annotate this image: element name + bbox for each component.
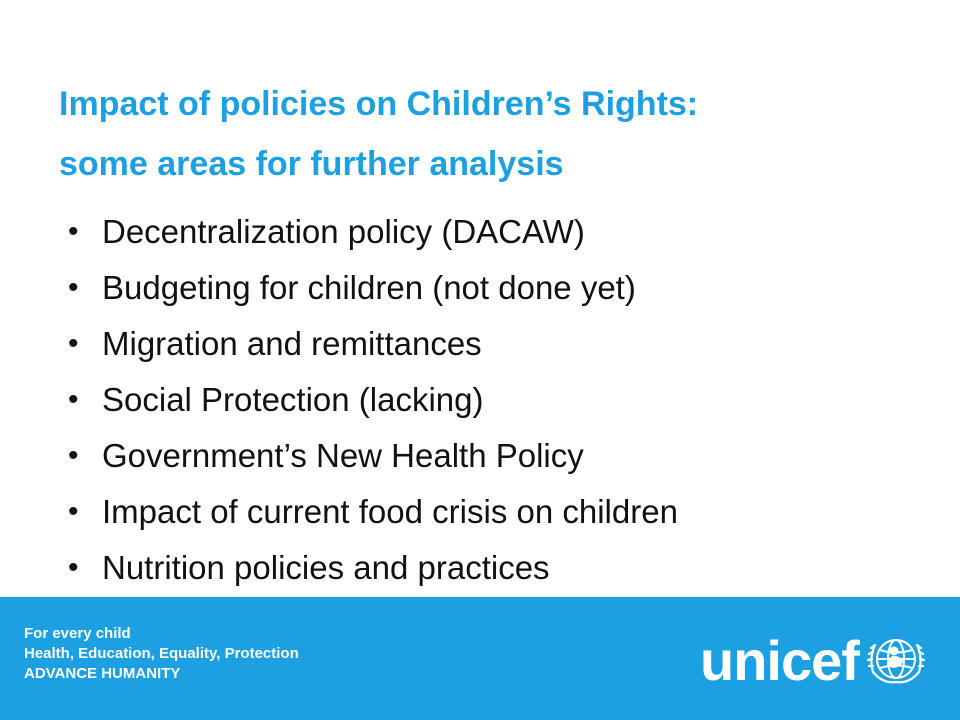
slide-title-line-1: Impact of policies on Children’s Rights:	[59, 85, 699, 123]
bullet-item	[60, 484, 920, 540]
bullet-icon: •	[68, 383, 79, 416]
bullet-text: Social Protection (lacking)	[102, 381, 484, 418]
bullet-icon: •	[68, 439, 79, 472]
bullet-item	[60, 372, 920, 428]
unicef-logo	[700, 631, 929, 691]
tagline-line-1: For every child	[24, 625, 131, 642]
bullet-item	[60, 204, 920, 260]
bullet-item	[60, 428, 920, 484]
bullet-icon: •	[68, 215, 79, 248]
tagline-line-3: ADVANCE HUMANITY	[24, 665, 181, 682]
bullet-text: Government’s New Health Policy	[102, 437, 584, 474]
tagline-line-2: Health, Education, Equality, Protection	[24, 645, 299, 662]
bullet-icon: •	[68, 551, 79, 584]
bullet-item	[60, 260, 920, 316]
bullet-list	[60, 204, 920, 596]
footer-banner	[0, 597, 960, 720]
bullet-text: Migration and remittances	[102, 325, 482, 362]
bullet-icon: •	[68, 271, 79, 304]
unicef-emblem-icon	[863, 628, 929, 694]
bullet-text: Impact of current food crisis on children	[102, 493, 678, 530]
slide-title-line-2: some areas for further analysis	[59, 145, 564, 183]
footer-tagline	[24, 624, 299, 684]
slide-title	[59, 74, 919, 194]
bullet-icon: •	[68, 327, 79, 360]
bullet-text: Decentralization policy (DACAW)	[102, 213, 585, 250]
bullet-item	[60, 316, 920, 372]
bullet-text: Budgeting for children (not done yet)	[102, 269, 636, 306]
bullet-icon: •	[68, 495, 79, 528]
logo-wordmark: unicef	[700, 629, 859, 692]
bullet-item	[60, 540, 920, 596]
bullet-text: Nutrition policies and practices	[102, 549, 550, 586]
